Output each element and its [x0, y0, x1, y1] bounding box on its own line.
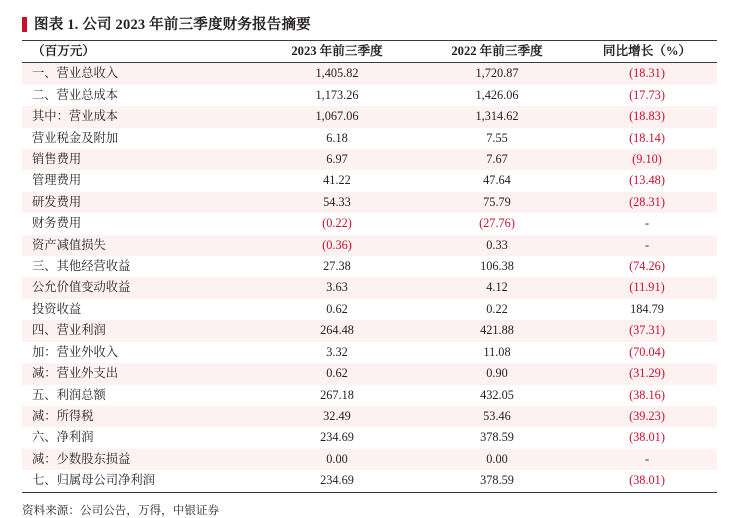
row-label: 投资收益	[22, 299, 257, 320]
cell-2022: 75.79	[417, 192, 577, 213]
title-accent-bar	[22, 17, 27, 32]
table-row	[22, 213, 717, 234]
row-label: 减：所得税	[22, 406, 257, 427]
cell-2023: 234.69	[257, 427, 417, 448]
cell-yoy: 184.79	[577, 299, 717, 320]
table-row	[22, 385, 717, 406]
table-row	[22, 63, 717, 85]
cell-2023: (0.36)	[257, 235, 417, 256]
row-label: 管理费用	[22, 170, 257, 191]
cell-yoy: (13.48)	[577, 170, 717, 191]
column-header-yoy: 同比增长（%）	[577, 41, 717, 63]
row-label: 财务费用	[22, 213, 257, 234]
cell-2023: 1,173.26	[257, 85, 417, 106]
source-note: 资料来源：公司公告，万得，中银证券	[22, 503, 220, 517]
cell-yoy: (9.10)	[577, 149, 717, 170]
row-label: 资产减值损失	[22, 235, 257, 256]
table-row	[22, 128, 717, 149]
row-label: 三、其他经营收益	[22, 256, 257, 277]
row-label: 二、营业总成本	[22, 85, 257, 106]
figure-title-row	[22, 0, 717, 40]
financial-summary-table	[22, 40, 717, 493]
cell-2023: 0.62	[257, 363, 417, 384]
cell-yoy: (18.31)	[577, 63, 717, 85]
table-row	[22, 85, 717, 106]
cell-2022: 421.88	[417, 320, 577, 341]
cell-2022: 7.55	[417, 128, 577, 149]
cell-2022: 47.64	[417, 170, 577, 191]
cell-2023: 264.48	[257, 320, 417, 341]
cell-2023: (0.22)	[257, 213, 417, 234]
cell-2023: 0.00	[257, 449, 417, 470]
cell-2023: 0.62	[257, 299, 417, 320]
cell-yoy: (38.01)	[577, 427, 717, 448]
cell-2023: 41.22	[257, 170, 417, 191]
cell-yoy: (17.73)	[577, 85, 717, 106]
cell-2022: 11.08	[417, 342, 577, 363]
table-row	[22, 449, 717, 470]
cell-2023: 27.38	[257, 256, 417, 277]
cell-2022: 0.90	[417, 363, 577, 384]
cell-2022: 106.38	[417, 256, 577, 277]
cell-2023: 1,405.82	[257, 63, 417, 85]
cell-yoy: (18.83)	[577, 106, 717, 127]
cell-2022: 1,426.06	[417, 85, 577, 106]
table-row	[22, 320, 717, 341]
cell-yoy: (11.91)	[577, 277, 717, 298]
row-label: 减：少数股东损益	[22, 449, 257, 470]
cell-2023: 267.18	[257, 385, 417, 406]
table-header-row	[22, 41, 717, 63]
row-label: 六、净利润	[22, 427, 257, 448]
table-row	[22, 192, 717, 213]
cell-yoy: (18.14)	[577, 128, 717, 149]
cell-yoy: (31.29)	[577, 363, 717, 384]
cell-2023: 54.33	[257, 192, 417, 213]
row-label: 公允价值变动收益	[22, 277, 257, 298]
table-row	[22, 170, 717, 191]
cell-2022: (27.76)	[417, 213, 577, 234]
row-label: 五、利润总额	[22, 385, 257, 406]
table-row	[22, 277, 717, 298]
cell-2023: 6.97	[257, 149, 417, 170]
table-row	[22, 406, 717, 427]
cell-yoy: (39.23)	[577, 406, 717, 427]
cell-yoy: -	[577, 449, 717, 470]
cell-yoy: (70.04)	[577, 342, 717, 363]
row-label: 加：营业外收入	[22, 342, 257, 363]
row-label: 其中：营业成本	[22, 106, 257, 127]
cell-2022: 1,720.87	[417, 63, 577, 85]
row-label: 营业税金及附加	[22, 128, 257, 149]
table-row	[22, 299, 717, 320]
table-row	[22, 470, 717, 492]
cell-yoy: (74.26)	[577, 256, 717, 277]
table-row	[22, 149, 717, 170]
row-label: 研发费用	[22, 192, 257, 213]
cell-2022: 7.67	[417, 149, 577, 170]
table-row	[22, 235, 717, 256]
table-body	[22, 63, 717, 492]
row-label: 减：营业外支出	[22, 363, 257, 384]
cell-2023: 6.18	[257, 128, 417, 149]
row-label: 七、归属母公司净利润	[22, 470, 257, 492]
cell-yoy: -	[577, 235, 717, 256]
cell-2022: 1,314.62	[417, 106, 577, 127]
cell-2022: 0.22	[417, 299, 577, 320]
cell-2023: 3.63	[257, 277, 417, 298]
row-label: 一、营业总收入	[22, 63, 257, 85]
cell-2022: 378.59	[417, 470, 577, 492]
column-header-item: （百万元）	[22, 41, 257, 63]
cell-yoy: (37.31)	[577, 320, 717, 341]
row-label: 销售费用	[22, 149, 257, 170]
table-row	[22, 106, 717, 127]
table-row	[22, 363, 717, 384]
table-row	[22, 256, 717, 277]
page-title: 图表 1. 公司 2023 年前三季度财务报告摘要	[34, 17, 311, 33]
cell-2022: 4.12	[417, 277, 577, 298]
cell-2023: 3.32	[257, 342, 417, 363]
cell-2022: 0.33	[417, 235, 577, 256]
cell-2022: 53.46	[417, 406, 577, 427]
cell-yoy: -	[577, 213, 717, 234]
cell-2023: 32.49	[257, 406, 417, 427]
cell-2023: 1,067.06	[257, 106, 417, 127]
cell-yoy: (28.31)	[577, 192, 717, 213]
table-header	[22, 41, 717, 63]
cell-2022: 432.05	[417, 385, 577, 406]
row-label: 四、营业利润	[22, 320, 257, 341]
cell-2022: 378.59	[417, 427, 577, 448]
cell-2022: 0.00	[417, 449, 577, 470]
table-row	[22, 427, 717, 448]
cell-2023: 234.69	[257, 470, 417, 492]
column-header-2023: 2023 年前三季度	[257, 41, 417, 63]
cell-yoy: (38.16)	[577, 385, 717, 406]
column-header-2022: 2022 年前三季度	[417, 41, 577, 63]
cell-yoy: (38.01)	[577, 470, 717, 492]
table-row	[22, 342, 717, 363]
